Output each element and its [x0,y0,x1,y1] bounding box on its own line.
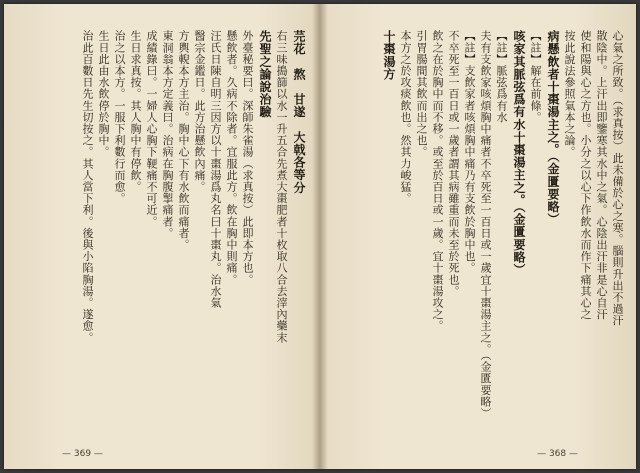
text-column: 方輿輗本方主治。胸中心下有水飲而痛者。 [177,30,190,251]
text-column: 生日此由水飲停於胸中。 [97,30,110,158]
text-column: 成績錄曰。一婦人心胸下鞕痛不可近。 [145,30,158,228]
text-column: 飲之在於胸中而不移。或至於百日或一歲。宜十棗湯攻之。 [431,30,444,332]
text-column: 本方之於攻痰飲也。然其力峻猛。 [399,30,412,204]
text-column: 治此百數日先生切按之。其人當下利。後與小陷胸湯。遂愈。 [81,30,94,344]
text-column: 不卒死至一百日或一歲者謂其病雖重而未至於死也。 [447,30,460,297]
section-heading: 咳家其脈弦爲有水十棗湯主之。（金匱要略） [512,30,526,276]
text-column: 散陰中。上汗出即鑒寒其水中之氣。心陰出汗非是心自汗 [595,30,608,320]
text-column: 【註】脈弦爲有水 [495,30,508,123]
left-page-text [20,30,306,426]
text-column: 汪氏日陳自明三因方以十棗湯爲丸名曰十棗丸。治水氣 [209,30,222,309]
book-gutter [312,4,328,469]
left-page-number: — 369 — [62,449,103,459]
section-heading: 先聖之論說治驗 [258,30,272,119]
text-column: 治之以本方。一服下利數行而愈。 [113,30,126,204]
text-column: 使和陽與心之方也。小分之以心下作飲水而作下痛其心之 [579,30,592,320]
text-column: 夫有支飲家咳煩胸中痛者不卒死至一百日或一歲宜十棗湯主之。（金匱要略） [479,30,492,419]
section-heading: 病懸飲者十棗湯主之。（金匱要略） [546,30,560,226]
book-spread [4,4,636,469]
section-heading: 十棗湯方 [382,30,396,81]
right-page-number: — 368 — [537,449,578,459]
text-column: 右三味搗篩以水一升五合先煮大棗肥者十枚取八合去滓內藥末 [275,30,288,344]
section-heading: 芫花 熬 甘遂 大戟各等分 [292,30,306,194]
right-page-text [332,30,624,426]
text-column: 東洞翁本方定義曰。治病在胸腹掣痛者。 [161,30,174,239]
text-column: 【註】支飲家者咳煩胸中痛乃有支飲於胸中也。 [463,30,476,274]
text-column: 外臺秘要曰。深師朱雀湯（求真按）此即本方也。 [241,30,254,286]
text-column: 心氣之所致。（求真按）此未備於心之寒。腦則升出不過汗 [611,30,624,327]
text-column: 懸飲者。久病不除者。宜服此方。飲在胸中則痛。 [225,30,238,286]
text-column: 生日求真按。其人胸中有停飲。 [129,30,142,193]
text-column: 按此說法參照氣本之論。 [563,30,576,158]
text-column: 引胃腸間其飲而出之也。 [415,30,428,158]
text-column: 【註】解在前條。 [529,30,542,123]
right-page [320,4,636,469]
left-page [4,4,320,469]
text-column: 醫宗金鑑日。此方治懸飲內痛。 [193,30,206,193]
